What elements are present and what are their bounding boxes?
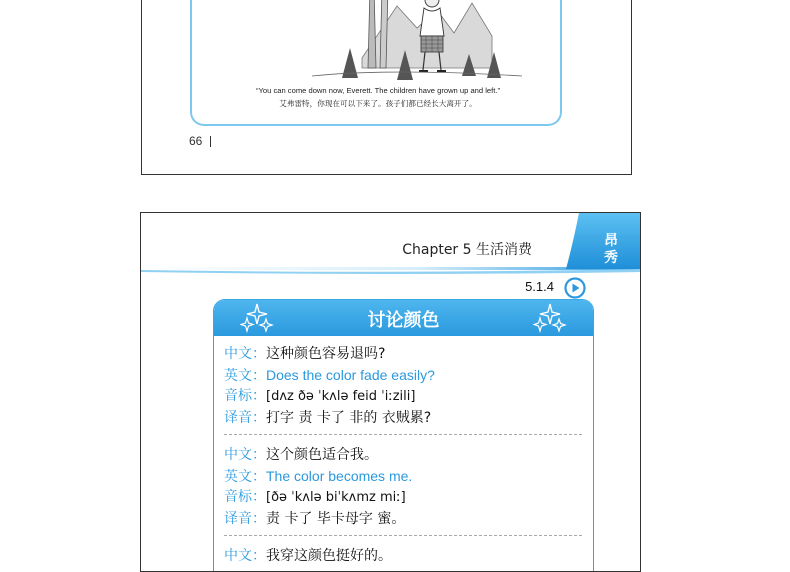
phonetic-label: 音标： [224, 489, 266, 505]
page-number-divider [210, 136, 211, 147]
english-text: Does the color fade easily? [266, 366, 435, 383]
english-text: The color becomes me. [266, 467, 413, 484]
chinese-line [224, 546, 582, 567]
audio-play-icon[interactable] [564, 277, 586, 299]
transliteration-label: 译音： [224, 510, 266, 527]
dialogue-entries [224, 342, 582, 572]
phonetic-line [224, 386, 582, 408]
phonetic-text: [ðə ˈkʌlə biˈkʌmz miː] [266, 490, 406, 505]
dialogue-card [213, 299, 594, 572]
chinese-text: 这种颜色容易退吗? [266, 346, 386, 362]
cartoon-caption-chinese: 艾弗雷特，你现在可以下来了。孩子们都已经长大离开了。 [279, 99, 477, 108]
english-label: 英文： [224, 468, 266, 485]
chinese-line [224, 344, 582, 365]
card-header [214, 300, 593, 336]
transliteration-label: 译音： [224, 409, 266, 426]
chinese-label: 中文： [224, 447, 266, 463]
section-number: 5.1.4 [525, 279, 554, 294]
previous-page [141, 0, 632, 175]
cartoon-illustration [192, 0, 564, 83]
english-line [224, 365, 582, 387]
transliteration-line [224, 509, 582, 530]
side-tab-char-1: 昂 [604, 233, 618, 249]
sparkle-icon [533, 302, 567, 334]
english-label: 英文： [224, 367, 266, 384]
transliteration-text: 责 卡了 毕卡母字 蜜。 [266, 510, 406, 527]
english-line [224, 466, 582, 488]
chinese-text: 这个颜色适合我。 [266, 447, 378, 463]
current-page [140, 212, 641, 572]
chapter-side-tab [590, 233, 632, 267]
cartoon-caption-english: “You can come down now, Everett. The children have grown up and left.” [256, 86, 500, 95]
card-title: 讨论颜色 [367, 310, 440, 331]
chinese-text: 我穿这颜色挺好的。 [266, 548, 392, 564]
transliteration-text: 打字 责 卡了 非的 衣贼累? [266, 409, 432, 426]
side-tab-char-2: 秀 [604, 250, 618, 266]
phonetic-line [224, 487, 582, 509]
transliteration-line [224, 408, 582, 429]
dialogue-entry [224, 342, 582, 435]
cartoon-frame [190, 0, 562, 126]
chinese-label: 中文： [224, 548, 266, 564]
phonetic-text: [dʌz ðə ˈkʌlə feid ˈiːzili] [266, 389, 416, 404]
chinese-label: 中文： [224, 346, 266, 362]
chapter-header-banner [141, 213, 641, 275]
dialogue-entry [224, 443, 582, 536]
dialogue-entry [224, 544, 582, 572]
page-number: 66 [189, 134, 203, 148]
chinese-line [224, 445, 582, 466]
phonetic-label: 音标： [224, 388, 266, 404]
chapter-title: Chapter 5 生活消费 [402, 242, 532, 258]
